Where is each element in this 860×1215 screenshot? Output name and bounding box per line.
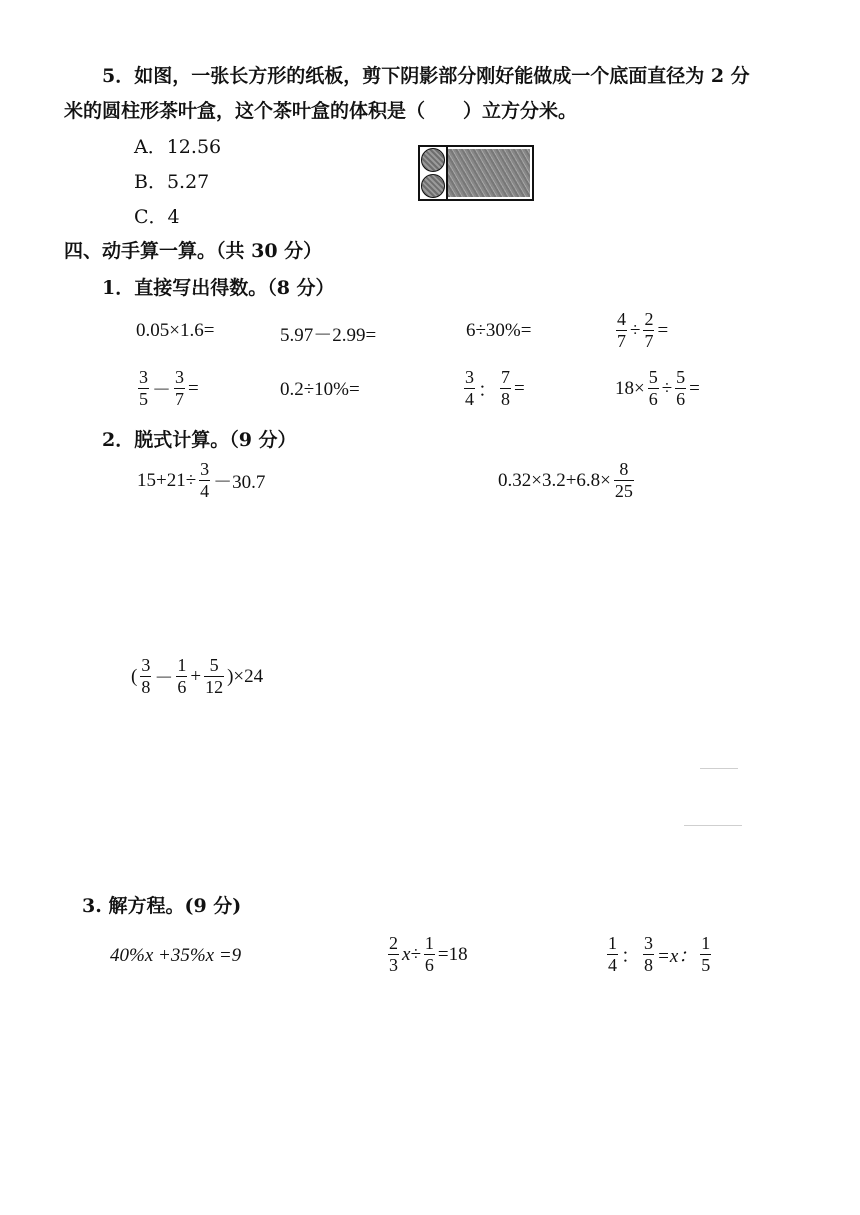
- fraction: $\frac{8}{25}$: [614, 459, 633, 501]
- expr-2-3: ( $\frac{3}{8}$ － $\frac{1}{6}$ + $\frac{5}{12}$ )×24: [131, 655, 264, 697]
- calc-1d: $\frac{4}{7}$ ÷ $\frac{2}{7}$ =: [617, 309, 669, 351]
- q5-text-line2: 米的圆柱形茶叶盒，这个茶叶盒的体积是（ ）立方分米。: [64, 100, 578, 122]
- fraction: $\frac{1}{4}$: [608, 933, 617, 975]
- fraction: $\frac{4}{7}$: [617, 309, 626, 351]
- fraction: $\frac{2}{3}$: [389, 933, 398, 975]
- fraction: $\frac{2}{7}$: [644, 309, 654, 351]
- part2-title: 2．脱式计算。（9 分）: [102, 429, 297, 451]
- q5-option-a: A．12.56: [134, 136, 222, 158]
- fraction: $\frac{5}{6}$: [648, 367, 658, 409]
- equation-3: $\frac{1}{4}$ ： $\frac{3}{8}$ =x： $\frac{1}{5}$: [608, 933, 711, 975]
- q5-option-b: B．5.27: [134, 171, 210, 193]
- calc-2a: $\frac{3}{5}$ － $\frac{3}{7}$ =: [139, 367, 199, 409]
- fraction: $\frac{3}{4}$: [200, 459, 210, 501]
- fraction: $\frac{3}{8}$: [141, 655, 151, 697]
- calc-2c: $\frac{3}{4}$ ： $\frac{7}{8}$ =: [465, 367, 525, 409]
- scan-mark: [684, 825, 742, 826]
- q5-text-line1: 5．如图，一张长方形的纸板，剪下阴影部分刚好能做成一个底面直径为 2 分: [102, 65, 750, 87]
- figure-circle-top: [421, 148, 445, 172]
- fraction: $\frac{3}{7}$: [175, 367, 185, 409]
- figure-shaded-rectangle: [448, 149, 530, 197]
- calc-1b: 5.97－2.99=: [280, 325, 377, 346]
- fraction: $\frac{1}{6}$: [177, 655, 187, 697]
- part1-title: 1．直接写出得数。（8 分）: [102, 277, 335, 299]
- figure-circle-bottom: [421, 174, 445, 198]
- calc-2d: 18× $\frac{5}{6}$ ÷ $\frac{5}{6}$ =: [615, 367, 700, 409]
- calc-1c: 6÷30%=: [466, 320, 532, 341]
- fraction: $\frac{7}{8}$: [501, 367, 511, 409]
- section4-title: 四、动手算一算。（共 30 分）: [64, 240, 323, 262]
- calc-2b: 0.2÷10%=: [280, 379, 360, 400]
- fraction: $\frac{5}{12}$: [205, 655, 224, 697]
- expr-2-1: 15+21÷ $\frac{3}{4}$ －30.7: [137, 459, 266, 501]
- expr-2-2: 0.32×3.2+6.8× $\frac{8}{25}$: [498, 459, 633, 501]
- fraction: $\frac{3}{5}$: [139, 367, 148, 409]
- calc-1a: 0.05×1.6=: [136, 320, 215, 341]
- part3-title: 3. 解方程。(9 分): [82, 895, 242, 917]
- fraction: $\frac{3}{4}$: [465, 367, 474, 409]
- fraction: $\frac{3}{8}$: [644, 933, 654, 975]
- fraction: $\frac{5}{6}$: [676, 367, 686, 409]
- equation-2: $\frac{2}{3}$ x÷ $\frac{1}{6}$ =18: [389, 933, 468, 975]
- scan-mark: [700, 768, 738, 769]
- equation-1: 40%x +35%x =9: [110, 945, 242, 966]
- q5-option-c: C．4: [134, 206, 180, 228]
- fraction: $\frac{1}{6}$: [424, 933, 434, 975]
- fraction: $\frac{1}{5}$: [701, 933, 711, 975]
- q5-figure: [418, 145, 534, 201]
